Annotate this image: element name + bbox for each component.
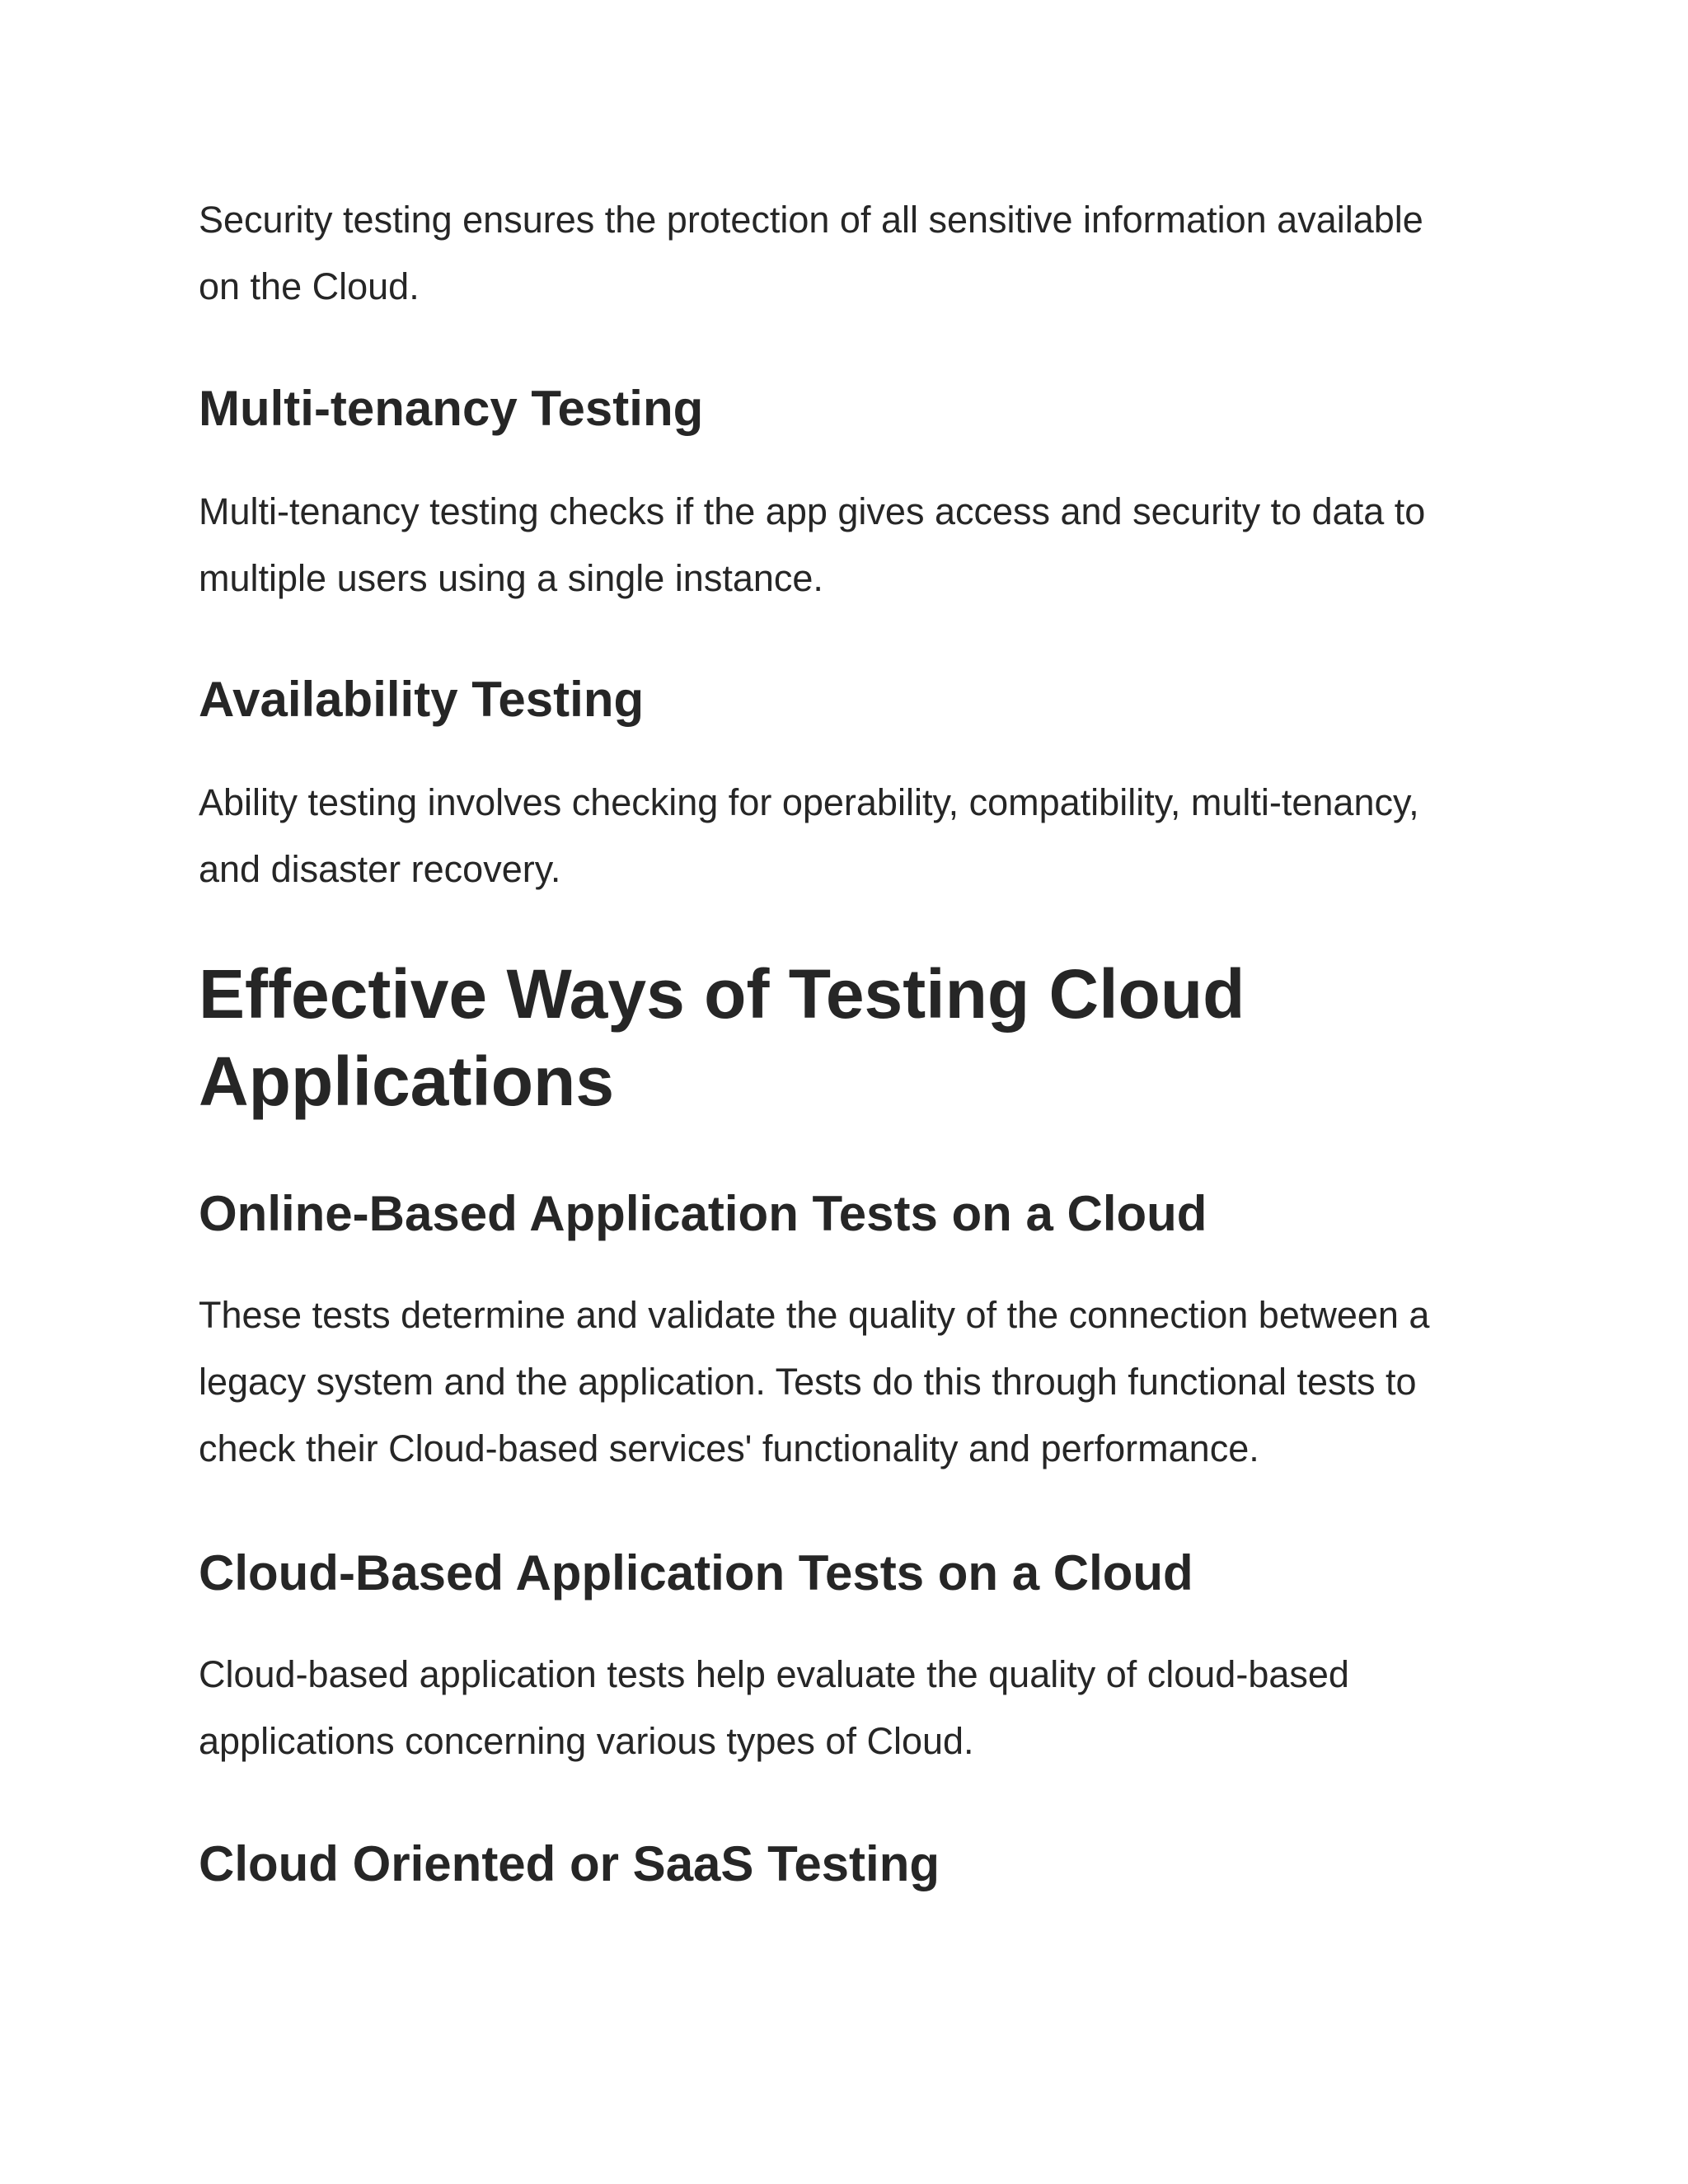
paragraph-line: on the Cloud. [199,265,420,307]
paragraph-line: check their Cloud-based services' functionality and performance. [199,1427,1259,1469]
heading-cloud-based-tests: Cloud-Based Application Tests on a Cloud [199,1545,1193,1601]
heading-online-based-tests: Online-Based Application Tests on a Cloud [199,1186,1207,1241]
heading-effective-ways [199,950,1484,1125]
heading-availability-testing: Availability Testing [199,672,645,727]
security-testing-paragraph [199,186,1484,320]
cloud-based-paragraph [199,1641,1484,1774]
paragraph-line: These tests determine and validate the quality of the connection between a [199,1294,1430,1336]
paragraph-line: multiple users using a single instance. [199,557,823,599]
paragraph-line: Ability testing involves checking for operability, compatibility, multi-tenancy, [199,781,1419,823]
paragraph-line: and disaster recovery. [199,848,561,890]
heading-multi-tenancy-testing: Multi-tenancy Testing [199,381,704,436]
heading-saas-testing: Cloud Oriented or SaaS Testing [199,1836,940,1891]
heading-line: Applications [199,1043,615,1120]
online-based-paragraph [199,1282,1484,1482]
paragraph-line: legacy system and the application. Tests do this through functional tests to [199,1361,1417,1403]
paragraph-line: Security testing ensures the protection of all sensitive information available [199,199,1423,241]
availability-paragraph [199,769,1484,902]
heading-line: Effective Ways of Testing Cloud [199,955,1245,1033]
paragraph-line: Cloud-based application tests help evaluate the quality of cloud-based [199,1653,1349,1695]
paragraph-line: applications concerning various types of Cloud. [199,1720,974,1762]
multi-tenancy-paragraph [199,478,1484,612]
paragraph-line: Multi-tenancy testing checks if the app gives access and security to data to [199,490,1426,532]
